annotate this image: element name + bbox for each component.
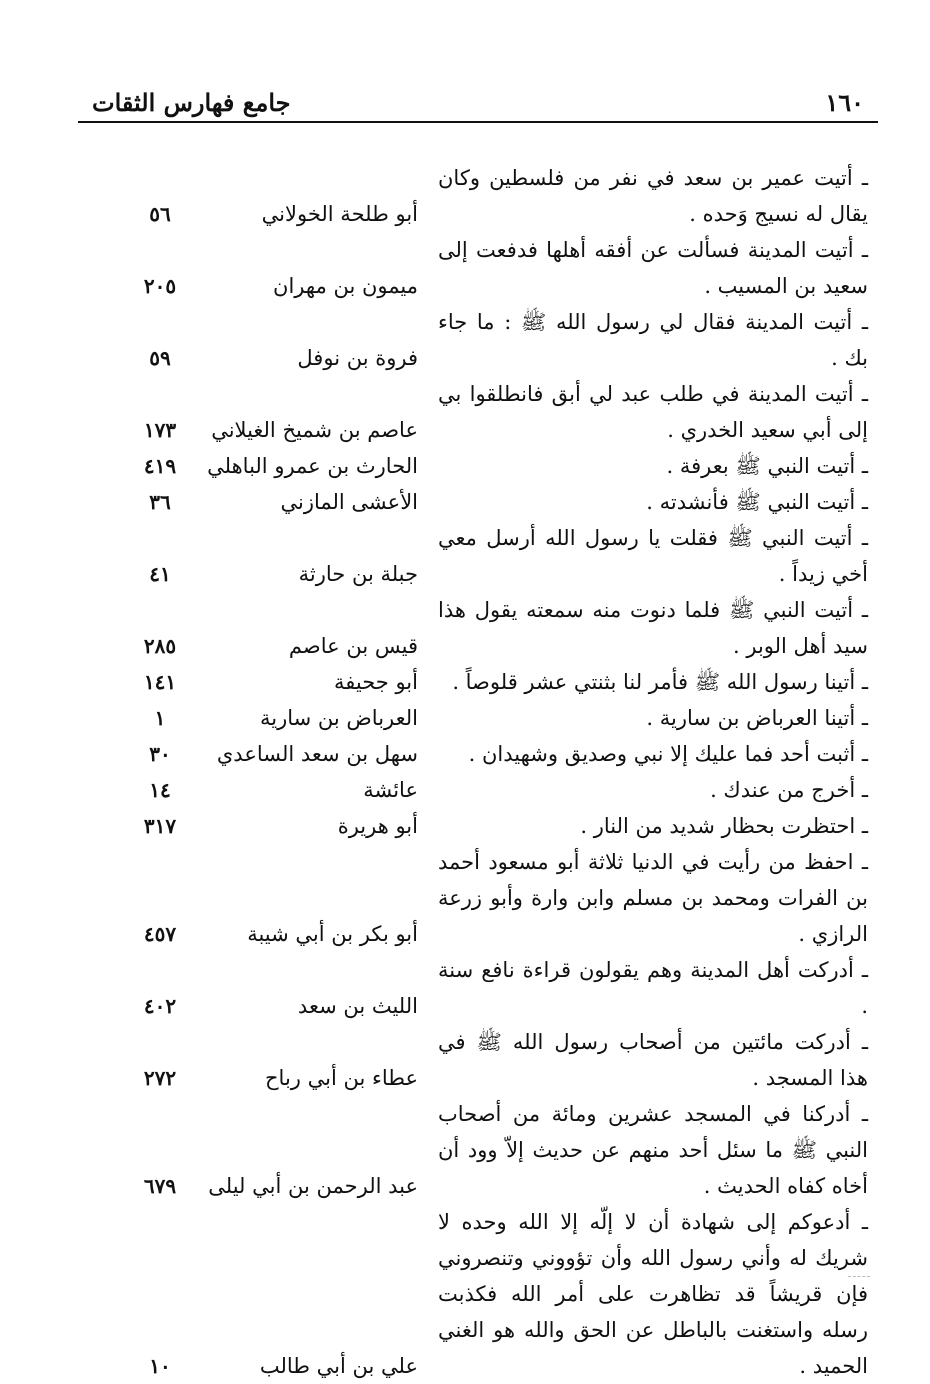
hadith-text: ـ أدركت مائتين من أصحاب رسول الله ﷺ في هذا المسجد . (438, 1030, 868, 1090)
hadith-text: ـ أتيت المدينة في طلب عبد لي أبق فانطلقوا بي إلى أبي سعيد الخدري . (438, 382, 868, 442)
hadith-text: ـ أتيت عمير بن سعد في نفر من فلسطين وكان يقال له نسيج وَحده . (438, 166, 868, 226)
narrator-name: الأعشى المازني (280, 490, 418, 514)
reference-number: ٢٠٥ (143, 274, 177, 298)
narrator-name: أبو طلحة الخولاني (261, 202, 418, 226)
reference-number: ١٠ (149, 1354, 171, 1378)
hadith-text: ـ أثبت أحد فما عليك إلا نبي وصديق وشهيدان . (468, 742, 868, 766)
narrator-name: الحارث بن عمرو الباهلي (207, 454, 418, 478)
scan-mark (848, 1276, 870, 1277)
reference-number: ٣٠ (149, 742, 171, 766)
index-entry (0, 592, 930, 664)
index-entry (0, 844, 930, 952)
index-entry (0, 772, 930, 808)
index-entry (0, 808, 930, 844)
page-header (78, 86, 878, 120)
index-entry (0, 952, 930, 1024)
index-entry (0, 1204, 930, 1384)
header-divider (78, 121, 878, 123)
reference-number: ٤٠٢ (143, 994, 177, 1018)
narrator-name: علي بن أبي طالب (259, 1354, 418, 1378)
index-entry (0, 484, 930, 520)
reference-number: ٥٩ (149, 346, 171, 370)
index-entry (0, 700, 930, 736)
index-entry (0, 520, 930, 592)
hadith-text: ـ أدعوكم إلى شهادة أن لا إلّه إلا الله وحده لا شريك له وأني رسول الله وأن تؤووني وتنصروني فإن قريشاً قد تظاهرت على أمر الله فكذبت رسله واستغنت بالباطل عن الحق والله هو الغني الحميد . (438, 1210, 868, 1378)
index-entry (0, 160, 930, 232)
book-title: جامع فهارس الثقات (92, 88, 291, 117)
narrator-name: فروة بن نوفل (297, 346, 418, 370)
narrator-name: الليث بن سعد (297, 994, 418, 1018)
reference-number: ٣٦ (149, 490, 171, 514)
narrator-name: عاصم بن شميخ الغيلاني (211, 418, 418, 442)
narrator-name: ميمون بن مهران (273, 274, 418, 298)
index-entry (0, 736, 930, 772)
index-entry (0, 448, 930, 484)
reference-number: ١ (154, 706, 166, 730)
narrator-name: قيس بن عاصم (288, 634, 418, 658)
reference-number: ١٤ (149, 778, 171, 802)
page-number: ١٦٠ (825, 88, 864, 117)
narrator-name: عطاء بن أبي رباح (264, 1066, 418, 1090)
reference-number: ١٧٣ (143, 418, 177, 442)
hadith-text: ـ أتيت النبي ﷺ بعرفة . (666, 454, 868, 478)
narrator-name: عبد الرحمن بن أبي ليلى (208, 1174, 418, 1198)
reference-number: ٥٦ (149, 202, 171, 226)
narrator-name: أبو هريرة (337, 814, 418, 838)
index-entry (0, 376, 930, 448)
hadith-text: ـ أدركت أهل المدينة وهم يقولون قراءة نافع سنة . (438, 958, 868, 1018)
reference-number: ٢٧٢ (143, 1066, 177, 1090)
hadith-text: ـ احفظ من رأيت في الدنيا ثلاثة أبو مسعود أحمد بن الفرات ومحمد بن مسلم وابن وارة وأبو زرعة الرازي . (438, 850, 868, 946)
reference-number: ٤١ (149, 562, 171, 586)
index-entry (0, 1024, 930, 1096)
hadith-text: ـ احتظرت بحظار شديد من النار . (580, 814, 868, 838)
reference-number: ٦٧٩ (143, 1174, 177, 1198)
reference-number: ١٤١ (143, 670, 177, 694)
narrator-name: أبو بكر بن أبي شيبة (247, 922, 418, 946)
reference-number: ٤٥٧ (143, 922, 177, 946)
reference-number: ٣١٧ (143, 814, 177, 838)
hadith-text: ـ أتيت المدينة فقال لي رسول الله ﷺ : ما جاء بك . (438, 310, 868, 370)
hadith-text: ـ أتيت المدينة فسألت عن أفقه أهلها فدفعت إلى سعيد بن المسيب . (438, 238, 868, 298)
hadith-text: ـ أتينا العرباض بن سارية . (646, 706, 868, 730)
index-entry (0, 1096, 930, 1204)
narrator-name: أبو جحيفة (334, 670, 418, 694)
hadith-text: ـ أتينا رسول الله ﷺ فأمر لنا بثنتي عشر قلوصاً . (452, 670, 868, 694)
hadith-text: ـ أتيت النبي ﷺ فأنشدته . (646, 490, 868, 514)
hadith-text: ـ أتيت النبي ﷺ فلما دنوت منه سمعته يقول هذا سيد أهل الوبر . (438, 598, 868, 658)
hadith-text: ـ أخرج من عندك . (710, 778, 868, 802)
hadith-text: ـ أتيت النبي ﷺ فقلت يا رسول الله أرسل معي أخي زيداً . (438, 526, 868, 586)
hadith-index-list (0, 160, 930, 1384)
reference-number: ٢٨٥ (143, 634, 177, 658)
index-entry (0, 664, 930, 700)
narrator-name: سهل بن سعد الساعدي (216, 742, 418, 766)
index-entry (0, 304, 930, 376)
reference-number: ٤١٩ (143, 454, 177, 478)
index-entry (0, 232, 930, 304)
narrator-name: عائشة (363, 778, 418, 802)
narrator-name: جبلة بن حارثة (298, 562, 418, 586)
hadith-text: ـ أدركنا في المسجد عشرين ومائة من أصحاب النبي ﷺ ما سئل أحد منهم عن حديث إلاّ وود أن أخاه كفاه الحديث . (438, 1102, 868, 1198)
narrator-name: العرباض بن سارية (259, 706, 418, 730)
